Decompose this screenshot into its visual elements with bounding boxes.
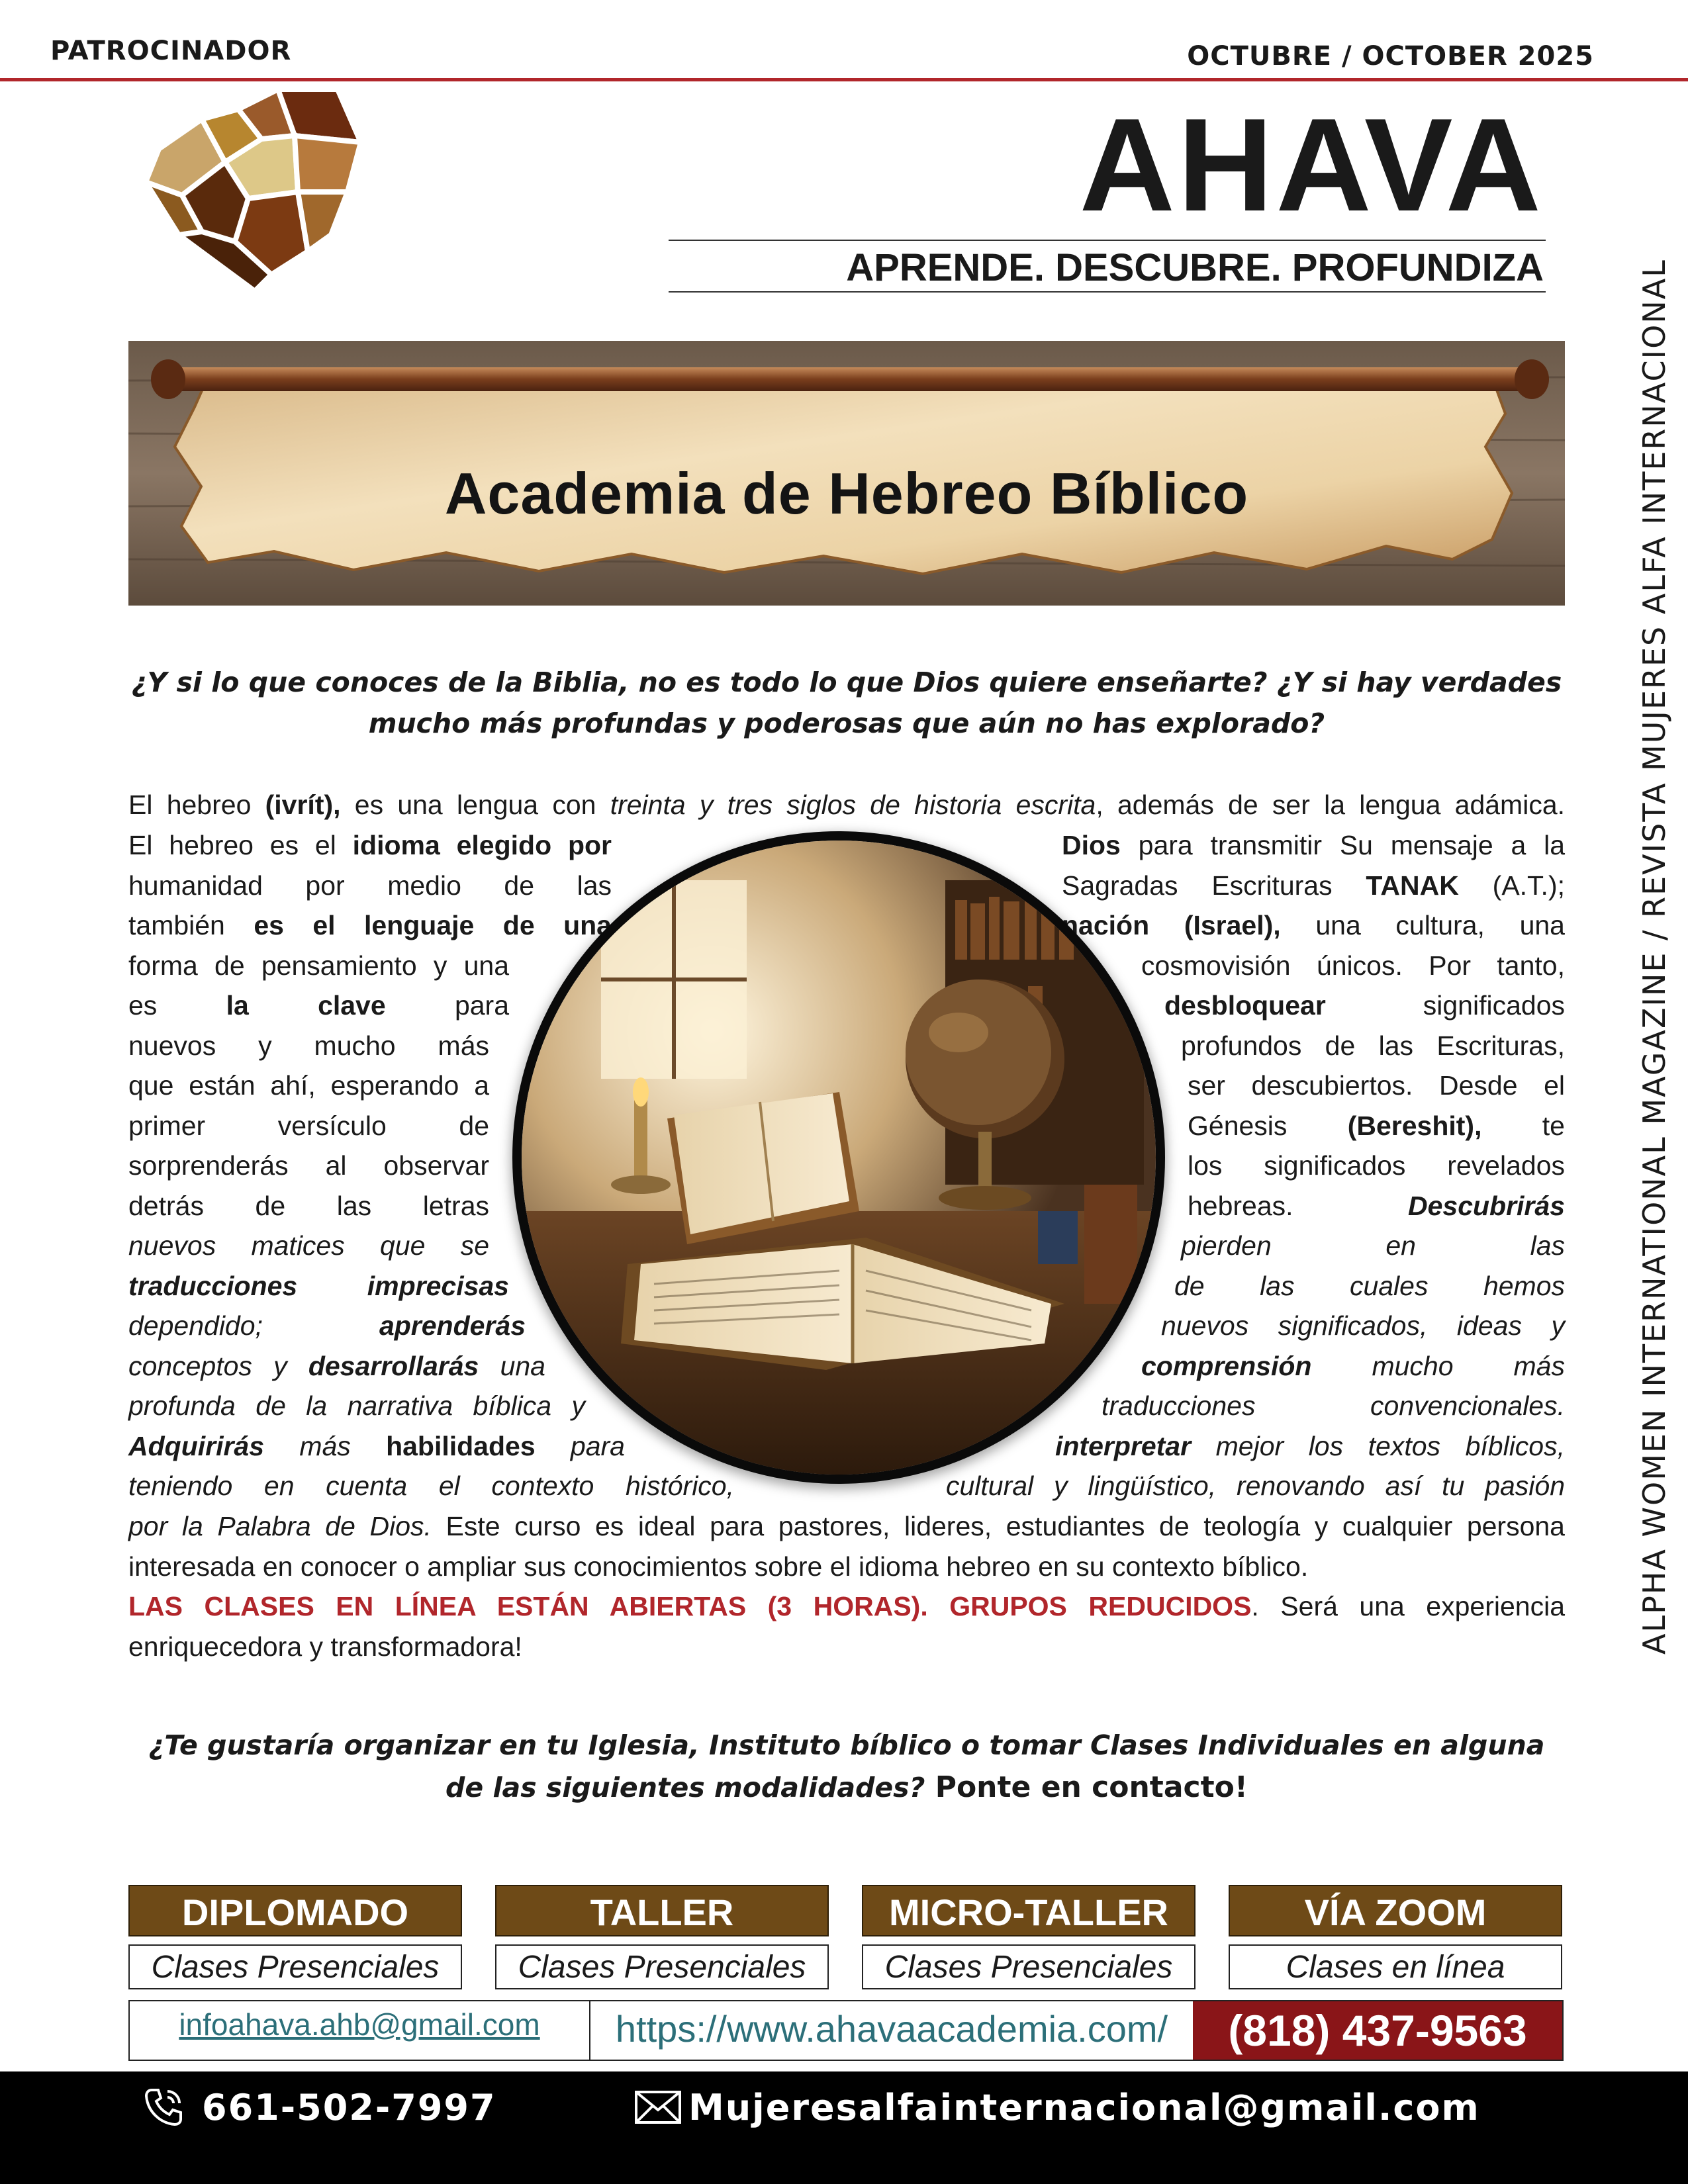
text-span: , además de ser la lengua adámica. bbox=[1096, 790, 1566, 820]
modality-subtitle: Clases Presenciales bbox=[495, 1944, 829, 1989]
footer-bar bbox=[0, 2071, 1688, 2184]
contact-cta: Ponte en contacto! bbox=[925, 1770, 1248, 1804]
article-line: ser descubiertos. Desde el bbox=[1188, 1070, 1565, 1101]
modality-title: DIPLOMADO bbox=[128, 1885, 462, 1936]
article-line: comprensión mucho más bbox=[1141, 1350, 1565, 1381]
ahava-logo bbox=[139, 83, 371, 301]
article-line: teniendo en cuenta el contexto histórico, bbox=[128, 1471, 734, 1501]
modality-diplomado[interactable] bbox=[128, 1885, 462, 1989]
article-line: desbloquear significados bbox=[1164, 990, 1565, 1021]
article-line: El hebreo es el idioma elegido por bbox=[128, 830, 612, 860]
article-line: Adquirirás más habilidades para bbox=[128, 1430, 625, 1461]
footer-email-text: Mujeresalfainternacional@gmail.com bbox=[688, 2086, 1480, 2128]
phone-icon bbox=[142, 2086, 185, 2128]
article-line: cultural y lingüístico, renovando así tu pasión bbox=[946, 1471, 1565, 1501]
academy-phone[interactable]: (818) 437-9563 bbox=[1193, 2001, 1562, 2060]
modality-subtitle: Clases en línea bbox=[1229, 1944, 1562, 1989]
modality-title: MICRO-TALLER bbox=[862, 1885, 1196, 1936]
text-span: . Será una experiencia enriquecedora y transformadora! bbox=[128, 1591, 1565, 1662]
header-divider bbox=[0, 78, 1688, 81]
modality-subtitle: Clases Presenciales bbox=[128, 1944, 462, 1989]
article-line: que están ahí, esperando a bbox=[128, 1070, 489, 1101]
text-span: por la Palabra de Dios. bbox=[128, 1511, 432, 1541]
article-line: sorprenderás al observar bbox=[128, 1150, 489, 1181]
article-line: humanidad por medio de las bbox=[128, 870, 612, 901]
article-first-line bbox=[128, 785, 1565, 825]
tagline-rule-bottom bbox=[669, 291, 1546, 293]
article-line: pierden en las bbox=[1181, 1230, 1565, 1261]
hebrew-study-illustration bbox=[522, 841, 1156, 1475]
modality-subtitle: Clases Presenciales bbox=[862, 1944, 1196, 1989]
article-line: dependido; aprenderás bbox=[128, 1310, 526, 1341]
modality-title: TALLER bbox=[495, 1885, 829, 1936]
sponsor-label: PATROCINADOR bbox=[50, 36, 292, 66]
article-line: profundos de las Escrituras, bbox=[1181, 1030, 1565, 1061]
article-line: detrás de las letras bbox=[128, 1190, 489, 1221]
article-line: nuevos y mucho más bbox=[128, 1030, 489, 1061]
academy-email-link[interactable]: infoahava.ahb@gmail.com bbox=[130, 2001, 590, 2060]
article-line: Sagradas Escrituras TANAK (A.T.); bbox=[1062, 870, 1565, 901]
tagline: APRENDE. DESCUBRE. PROFUNDIZA bbox=[846, 246, 1544, 289]
article-line: Génesis (Bereshit), te bbox=[1188, 1110, 1565, 1141]
academy-website-link[interactable]: https://www.ahavaacademia.com/ bbox=[615, 2008, 1168, 2050]
contact-question-text: ¿Te gustaría organizar en tu Iglesia, Instituto bíblico o tomar Clases Individuales en alguna de las siguientes modalidades? bbox=[148, 1729, 1545, 1803]
article-line: primer versículo de bbox=[128, 1110, 489, 1141]
article-line: Dios para transmitir Su mensaje a la bbox=[1062, 830, 1565, 860]
article-line: nación (Israel), una cultura, una bbox=[1062, 910, 1565, 940]
text-span: El hebreo bbox=[128, 790, 265, 820]
article-line: de las cuales hemos bbox=[1174, 1270, 1565, 1301]
text-span: es una lengua con bbox=[340, 790, 610, 820]
magazine-side-text: ALPHA WOMEN INTERNATIONAL MAGAZINE / REVISTA MUJERES ALFA INTERNACIONAL bbox=[1636, 259, 1672, 1655]
article-line: traducciones imprecisas bbox=[128, 1270, 509, 1301]
article-line: también es el lenguaje de una bbox=[128, 910, 612, 940]
article-line: hebreas. Descubrirás bbox=[1188, 1190, 1565, 1221]
brand-title: AHAVA bbox=[1079, 91, 1544, 239]
issue-date: OCTUBRE / OCTOBER 2025 bbox=[1187, 41, 1594, 71]
article-line: forma de pensamiento y una bbox=[128, 950, 509, 981]
text-span: (ivrít), bbox=[265, 790, 341, 820]
article-line: nuevos matices que se bbox=[128, 1230, 489, 1261]
footer-phone[interactable] bbox=[142, 2071, 496, 2143]
modality-micro-taller[interactable] bbox=[862, 1885, 1196, 1989]
classes-open-highlight: LAS CLASES EN LÍNEA ESTÁN ABIERTAS (3 HORAS). GRUPOS REDUCIDOS bbox=[128, 1591, 1252, 1621]
modality-title: VÍA ZOOM bbox=[1229, 1885, 1562, 1936]
contact-question bbox=[128, 1724, 1565, 1809]
tagline-rule-top bbox=[669, 240, 1546, 241]
envelope-icon bbox=[634, 2090, 682, 2124]
text-span: treinta y tres siglos de historia escrita bbox=[610, 790, 1096, 820]
scroll-banner bbox=[128, 341, 1565, 606]
footer-email[interactable] bbox=[634, 2071, 1480, 2143]
library-scene-image bbox=[522, 841, 1156, 1475]
footer-phone-text: 661-502-7997 bbox=[202, 2086, 496, 2128]
article-line: los significados revelados bbox=[1188, 1150, 1565, 1181]
article-line: conceptos y desarrollarás una bbox=[128, 1350, 545, 1381]
intro-question: ¿Y si lo que conoces de la Biblia, no es todo lo que Dios quiere enseñarte? ¿Y si hay verdades mucho más profundas y poderosas que aún no has explorado? bbox=[131, 666, 1562, 739]
text-span: Este curso es ideal para pastores, lideres, estudiantes de teología y cualquier persona interesada en conocer o ampliar sus conocimientos sobre el idioma hebreo en su contexto bíblico. bbox=[128, 1511, 1565, 1582]
article-line: interpretar mejor los textos bíblicos, bbox=[1055, 1430, 1565, 1461]
article-line: traducciones convencionales. bbox=[1102, 1390, 1565, 1421]
article-line: profunda de la narrativa bíblica y bbox=[128, 1390, 585, 1421]
contact-bar bbox=[128, 2000, 1564, 2061]
article-closing-paragraph bbox=[128, 1506, 1565, 1666]
article-line: cosmovisión únicos. Por tanto, bbox=[1141, 950, 1565, 981]
modality-via-zoom[interactable] bbox=[1229, 1885, 1562, 1989]
article-line: es la clave para bbox=[128, 990, 510, 1021]
banner-title: Academia de Hebreo Bíblico bbox=[444, 461, 1249, 526]
article-line: nuevos significados, ideas y bbox=[1161, 1310, 1565, 1341]
modality-taller[interactable] bbox=[495, 1885, 829, 1989]
